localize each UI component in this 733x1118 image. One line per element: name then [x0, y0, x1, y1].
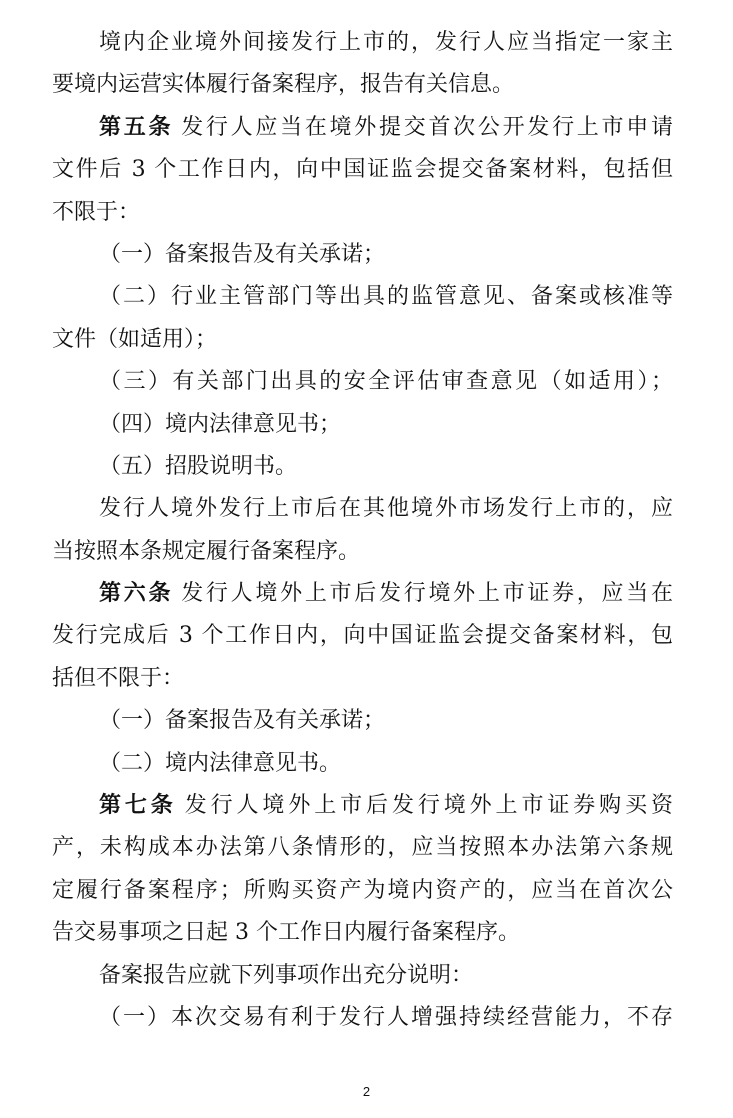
line-text: 文件（如适用）；	[52, 326, 218, 352]
text-line	[52, 64, 673, 106]
text-line	[52, 785, 673, 827]
text-line	[52, 22, 673, 64]
line-text: 境内企业境外间接发行上市的，发行人应当指定一家主	[99, 30, 673, 55]
line-text: 不限于：	[52, 199, 141, 225]
line-text: 备案报告应就下列事项作出充分说明：	[99, 962, 474, 988]
line-text: 发行完成后 3 个工作日内，向中国证监会提交备案材料，包	[52, 623, 673, 649]
line-text: （二）境内法律意见书。	[99, 750, 342, 776]
text-line	[52, 700, 673, 742]
text-line	[52, 955, 673, 997]
text-line	[52, 658, 673, 700]
text-line	[52, 573, 673, 615]
text-line	[52, 997, 673, 1039]
line-text: 要境内运营实体履行备案程序，报告有关信息。	[52, 72, 515, 98]
line-text: 定履行备案程序；所购买资产为境内资产的，应当在首次公	[52, 877, 673, 903]
text-line	[52, 234, 673, 276]
article-heading: 第七条	[99, 793, 177, 819]
line-text: （二）行业主管部门等出具的监管意见、备案或核准等	[99, 284, 673, 310]
text-line	[52, 531, 673, 573]
line-text: （四）境内法律意见书；	[99, 411, 342, 437]
text-line	[52, 276, 673, 318]
text-line	[52, 319, 673, 361]
text-line	[52, 827, 673, 869]
page-number: 2	[362, 1084, 371, 1099]
text-line	[52, 361, 673, 403]
text-line	[52, 615, 673, 657]
line-text: （一）本次交易有利于发行人增强持续经营能力，不存	[99, 1004, 673, 1030]
article-heading: 第六条	[99, 581, 174, 607]
line-text: （一）备案报告及有关承诺；	[99, 241, 386, 267]
text-line	[52, 743, 673, 785]
text-line	[52, 192, 673, 234]
text-line	[52, 446, 673, 488]
line-text: （三）有关部门出具的安全评估审查意见（如适用）；	[99, 369, 673, 395]
line-text: 发行人境外发行上市后在其他境外市场发行上市的，应	[99, 496, 673, 522]
document-body	[52, 22, 673, 1039]
text-line	[52, 488, 673, 530]
text-line	[52, 912, 673, 954]
line-text: 发行人境外上市后发行境外上市证券，应当在	[181, 581, 673, 607]
article-heading: 第五条	[99, 114, 174, 140]
line-text: 当按照本条规定履行备案程序。	[52, 538, 361, 564]
text-line	[52, 107, 673, 149]
line-text: 发行人应当在境外提交首次公开发行上市申请	[181, 114, 673, 140]
line-text: 发行人境外上市后发行境外上市证券购买资	[184, 793, 673, 819]
line-text: 产，未构成本办法第八条情形的，应当按照本办法第六条规	[52, 835, 673, 861]
line-text: （五）招股说明书。	[99, 453, 298, 479]
text-line	[52, 870, 673, 912]
text-line	[52, 404, 673, 446]
line-text: 告交易事项之日起 3 个工作日内履行备案程序。	[52, 920, 520, 946]
line-text: 括但不限于：	[52, 665, 185, 691]
text-line	[52, 149, 673, 191]
line-text: （一）备案报告及有关承诺；	[99, 708, 386, 734]
line-text: 文件后 3 个工作日内，向中国证监会提交备案材料，包括但	[52, 157, 673, 183]
